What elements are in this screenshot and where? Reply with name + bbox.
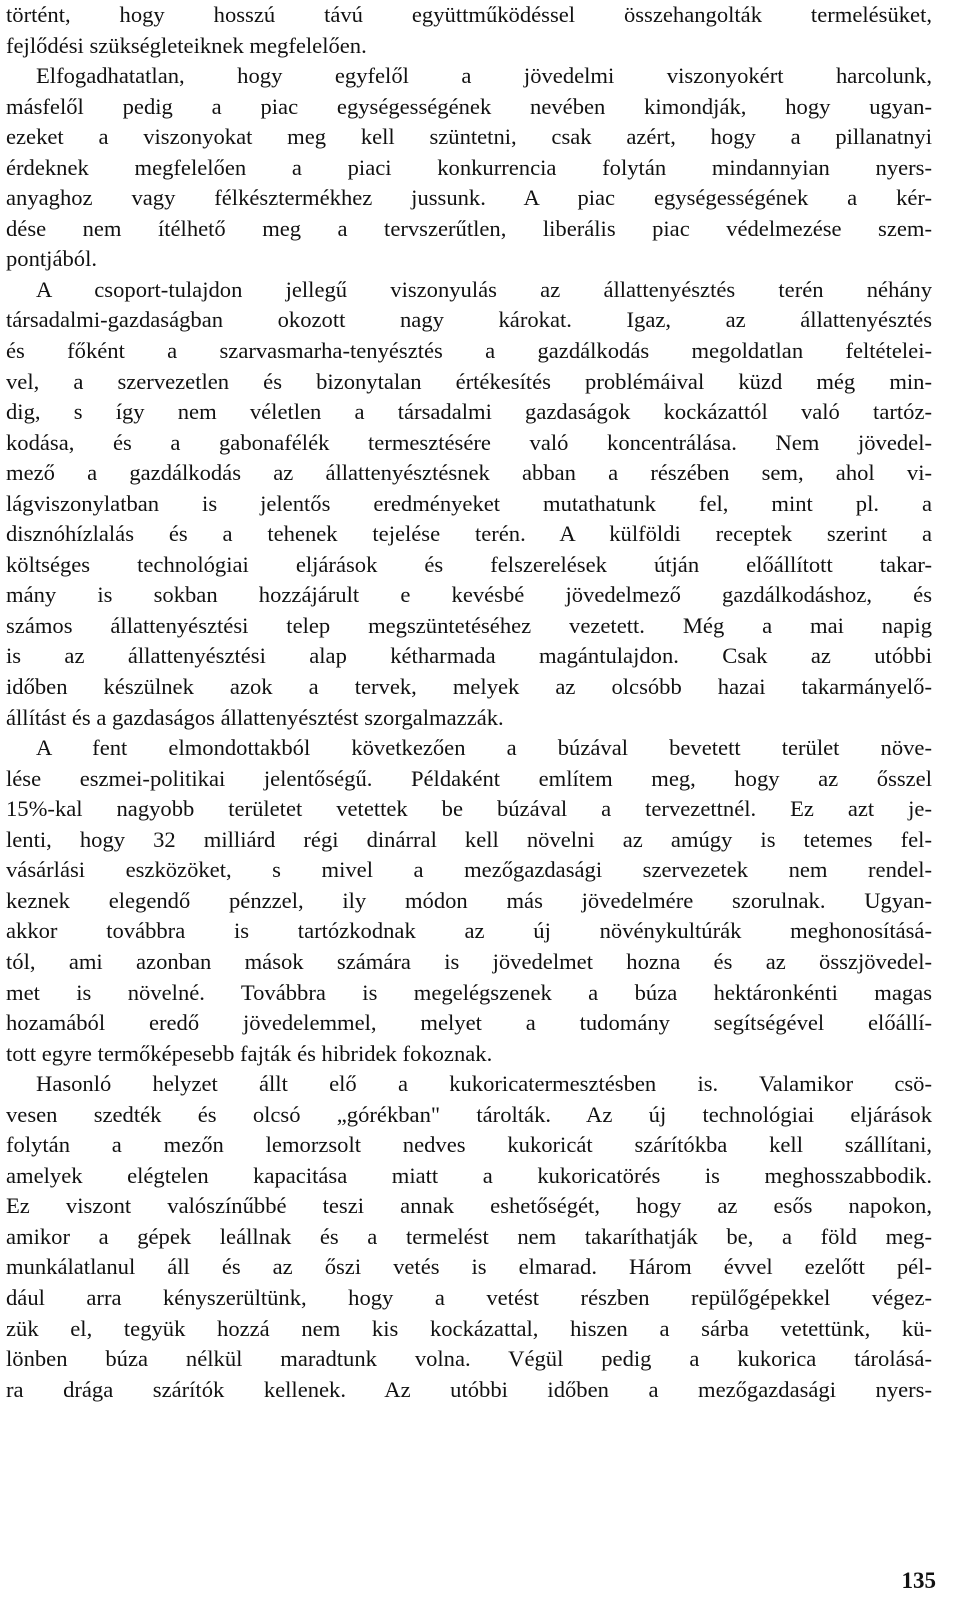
text-line: dig, s így nem véletlen a társadalmi gazdaságok kockázattól való tartóz- [6,399,932,425]
text-line: folytán a mezőn lemorzsolt nedves kukoricát szárítókba kell szállítani, [6,1132,932,1158]
paragraph-p2 [6,61,932,275]
text-line: amelyek elégtelen kapacitása miatt a kukoricatörés is meghosszabbodik. [6,1162,932,1188]
paragraph-p4 [6,733,932,1069]
text-line: A fent elmondottakból következően a búzával bevetett terület növe- [36,735,932,761]
text-line: állítást és a gazdaságos állattenyésztést szorgalmazzák. [6,704,504,730]
text-line: ezeket a viszonyokat meg kell szüntetni, csak azért, hogy a pillanatnyi [6,124,932,150]
text-line: keznek elegendő pénzzel, ily módon más jövedelmére szorulnak. Ugyan- [6,887,932,913]
text-line: lágviszonylatban is jelentős eredményeket mutathatunk fel, mint pl. a [6,490,932,516]
text-line: is az állattenyésztési alap kétharmada magántulajdon. Csak az utóbbi [6,643,932,669]
text-line: disznóhízlalás és a tehenek tejelése terén. A külföldi receptek szerint a [6,521,932,547]
text-line: lenti, hogy 32 milliárd régi dinárral kell növelni az amúgy is tetemes fel- [6,826,932,852]
text-line: dése nem ítélhető meg a tervszerűtlen, liberális piac védelmezése szem- [6,215,932,241]
text-line: hozamából eredő jövedelemmel, melyet a tudomány segítségével előállí- [6,1010,932,1036]
text-line: és főként a szarvasmarha-tenyésztés a gazdálkodás megoldatlan feltételei- [6,338,932,364]
text-line: A csoport-tulajdon jellegű viszonyulás az állattenyésztés terén néhány [36,276,932,302]
paragraph-p3 [6,275,932,733]
text-line: met is növelné. Továbbra is megelégszenek a búza hektáronkénti magas [6,979,932,1005]
text-line: zük el, tegyük hozzá nem kis kockázattal, hiszen a sárba vetettünk, kü- [6,1315,932,1341]
text-line: munkálatlanul áll és az őszi vetés is elmarad. Három évvel ezelőtt pél- [6,1254,932,1280]
text-line: másfelől pedig a piac egységességének nevében kimondják, hogy ugyan- [6,93,932,119]
text-line: számos állattenyésztési telep megszüntetéséhez vezetett. Még a mai napig [6,612,932,638]
text-line: időben készülnek azok a tervek, melyek az olcsóbb hazai takarmányelő- [6,674,932,700]
text-line: tott egyre termőképesebb fajták és hibridek fokoznak. [6,1040,493,1066]
text-line: fejlődési szükségleteiknek megfelelően. [6,32,367,58]
text-line: társadalmi-gazdaságban okozott nagy károkat. Igaz, az állattenyésztés [6,307,932,333]
text-line: ra drága szárítók kellenek. Az utóbbi időben a mezőgazdasági nyers- [6,1376,932,1402]
text-line: pontjából. [6,246,97,272]
body-text [6,0,932,1405]
text-line: történt, hogy hosszú távú együttműködéssel összehangolták termelésüket, [6,2,932,27]
text-line: mező a gazdálkodás az állattenyésztésnek abban a részében sem, ahol vi- [6,460,932,486]
text-line: dául arra kényszerültünk, hogy a vetést részben repülőgépekkel végez- [6,1284,932,1310]
text-line: Hasonló helyzet állt elő a kukoricatermesztésben is. Valamikor csö- [36,1071,932,1097]
text-line: vel, a szervezetlen és bizonytalan értékesítés problémáival küzd még min- [6,368,932,394]
paragraph-p1 [6,0,932,61]
text-line: vesen szedték és olcsó „górékban" tárolták. Az új technológiai eljárások [6,1101,932,1127]
text-line: mány is sokban hozzájárult e kevésbé jövedelmező gazdálkodáshoz, és [6,582,932,608]
page-number: 135 [901,1568,936,1593]
text-line: érdeknek megfelelően a piaci konkurrencia folytán mindannyian nyers- [6,154,932,180]
text-line: kodása, és a gabonafélék termesztésére való koncentrálása. Nem jövedel- [6,429,932,455]
text-line: 15%-kal nagyobb területet vetettek be búzával a tervezettnél. Ez azt je- [6,796,932,822]
text-line: Elfogadhatatlan, hogy egyfelől a jövedelmi viszonyokért harcolunk, [36,63,932,89]
text-line: vásárlási eszközöket, s mivel a mezőgazdasági szervezetek nem rendel- [6,857,932,883]
text-line: anyaghoz vagy félkésztermékhez jussunk. A piac egységességének a kér- [6,185,932,211]
text-line: amikor a gépek leállnak és a termelést nem takaríthatják be, a föld meg- [6,1223,932,1249]
paragraph-p5 [6,1069,932,1405]
text-line: Ez viszont valószínűbbé teszi annak eshetőségét, hogy az esős napokon, [6,1193,932,1219]
text-line: tól, ami azonban mások számára is jövedelmet hozna és az összjövedel- [6,948,932,974]
text-line: lönben búza nélkül maradtunk volna. Végül pedig a kukorica tárolásá- [6,1346,932,1372]
text-line: lése eszmei-politikai jelentőségű. Példaként említem meg, hogy az ősszel [6,765,932,791]
text-line: költséges technológiai eljárások és felszerelések útján előállított takar- [6,551,932,577]
text-line: akkor továbbra is tartózkodnak az új növénykultúrák meghonosításá- [6,918,932,944]
